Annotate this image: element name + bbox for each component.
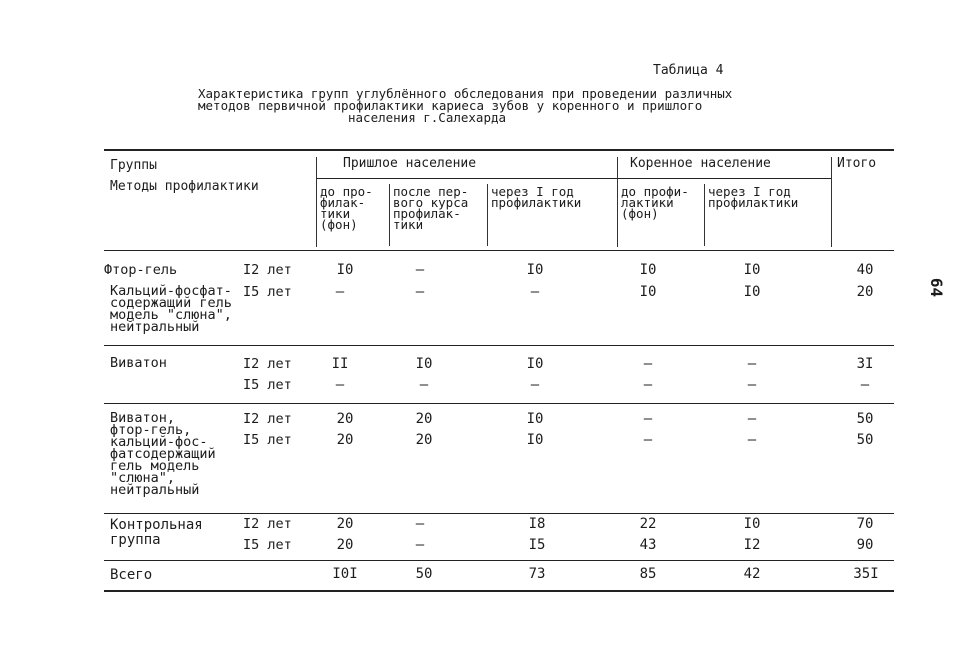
table-cell: I0I xyxy=(332,566,358,582)
table-title-line-2: методов первичной профилактики кариеса зубов у коренного и пришлого xyxy=(198,98,703,113)
table-cell: – xyxy=(747,432,757,448)
subheader-native-after-one-year: через I год профилактики xyxy=(708,184,799,210)
header-separator xyxy=(617,157,618,247)
table-cell: 73 xyxy=(528,566,546,582)
header-native: Коренное население xyxy=(630,156,771,171)
table-cell: II xyxy=(331,356,349,372)
table-title-line-1: Характеристика групп углублённого обследования при проведении различных xyxy=(198,86,733,101)
table-cell: – xyxy=(643,377,653,393)
row-label: Контрольная группа xyxy=(110,517,203,548)
table-cell: – xyxy=(747,356,757,372)
header-separator xyxy=(487,184,488,246)
row-divider-3 xyxy=(104,513,894,514)
table-cell: 43 xyxy=(639,537,657,553)
table-cell: – xyxy=(415,516,425,532)
table-cell: – xyxy=(643,411,653,427)
table-cell: I8 xyxy=(528,516,546,532)
row-label: Виватон, фтор-гель, кальций-фос- фатсодержащий гель модель "слюна", нейтральный xyxy=(110,410,216,498)
table-cell: 40 xyxy=(856,262,874,278)
header-groups: Группы xyxy=(110,158,157,173)
row-age: I5 лет xyxy=(243,432,292,448)
row-divider-2 xyxy=(104,403,894,404)
table-bottom-rule xyxy=(104,590,894,592)
table-cell: – xyxy=(747,377,757,393)
subheader-newcomers-after-first-course: после пер- вого курса профилак- тики xyxy=(393,184,469,232)
row-age: I2 лет xyxy=(243,262,292,278)
header-bottom-rule xyxy=(104,250,894,251)
table-cell: – xyxy=(335,284,345,300)
table-cell: I0 xyxy=(526,432,544,448)
table-cell: 20 xyxy=(415,432,433,448)
table-cell: I0 xyxy=(743,262,761,278)
table-cell: 20 xyxy=(336,537,354,553)
subheader-native-baseline: до профи- лактики (фон) xyxy=(621,184,689,221)
table-cell: 20 xyxy=(415,411,433,427)
table-cell: 42 xyxy=(743,566,761,582)
table-cell: 90 xyxy=(856,537,874,553)
table-cell: – xyxy=(335,377,345,393)
table-cell: 85 xyxy=(639,566,657,582)
subheader-newcomers-after-one-year: через I год профилактики xyxy=(491,184,582,210)
row-divider-1 xyxy=(104,345,894,346)
row-age: I2 лет xyxy=(243,516,292,532)
row-label: Фтор-гель xyxy=(104,262,178,278)
table-cell: I0 xyxy=(639,262,657,278)
table-cell: I0 xyxy=(526,411,544,427)
header-separator xyxy=(316,157,317,247)
table-cell: I0 xyxy=(526,356,544,372)
table-cell: 50 xyxy=(415,566,433,582)
table-cell: 20 xyxy=(336,411,354,427)
row-label: Виватон xyxy=(110,355,167,371)
table-cell: – xyxy=(415,262,425,278)
table-cell: I0 xyxy=(415,356,433,372)
table-cell: – xyxy=(415,537,425,553)
table-cell: 50 xyxy=(856,411,874,427)
table-cell: I0 xyxy=(743,516,761,532)
table-cell: I0 xyxy=(526,262,544,278)
row-label: Всего xyxy=(110,567,153,583)
header-separator xyxy=(389,184,390,246)
row-age: I2 лет xyxy=(243,411,292,427)
table-cell: 20 xyxy=(856,284,874,300)
table-cell: – xyxy=(643,432,653,448)
row-divider-4 xyxy=(104,560,894,561)
table-cell: I0 xyxy=(639,284,657,300)
row-age: I5 лет xyxy=(243,284,292,300)
table-cell: 70 xyxy=(856,516,874,532)
row-age: I5 лет xyxy=(243,537,292,553)
table-cell: – xyxy=(415,284,425,300)
table-cell: I5 xyxy=(528,537,546,553)
header-total: Итого xyxy=(837,156,877,171)
table-cell: 35I xyxy=(853,566,879,582)
table-cell: – xyxy=(530,284,540,300)
table-cell: 3I xyxy=(856,356,874,372)
table-cell: I2 xyxy=(743,537,761,553)
header-top-rule xyxy=(104,149,894,151)
header-separator xyxy=(831,157,832,247)
table-cell: – xyxy=(643,356,653,372)
table-cell: 20 xyxy=(336,516,354,532)
table-cell: 20 xyxy=(336,432,354,448)
row-age: I2 лет xyxy=(243,356,292,372)
table-cell: 50 xyxy=(856,432,874,448)
header-methods: Методы профилактики xyxy=(110,179,259,194)
table-cell: – xyxy=(419,377,429,393)
table-caption: Таблица 4 xyxy=(653,63,724,78)
group-header-rule xyxy=(316,178,832,179)
row-age: I5 лет xyxy=(243,377,292,393)
subheader-newcomers-baseline: до про- филак- тики (фон) xyxy=(320,184,373,232)
table-cell: – xyxy=(860,377,870,393)
table-cell: I0 xyxy=(336,262,354,278)
table-cell: – xyxy=(530,377,540,393)
table-cell: I0 xyxy=(743,284,761,300)
table-cell: – xyxy=(747,411,757,427)
header-separator xyxy=(704,184,705,246)
row-label: Кальций-фосфат- содержащий гель модель "слюна", нейтральный xyxy=(110,283,232,335)
page-number: 64 xyxy=(927,277,947,298)
table-cell: 22 xyxy=(639,516,657,532)
header-newcomers: Пришлое население xyxy=(343,156,477,171)
table-title-line-3: населения г.Салехарда xyxy=(348,110,507,125)
